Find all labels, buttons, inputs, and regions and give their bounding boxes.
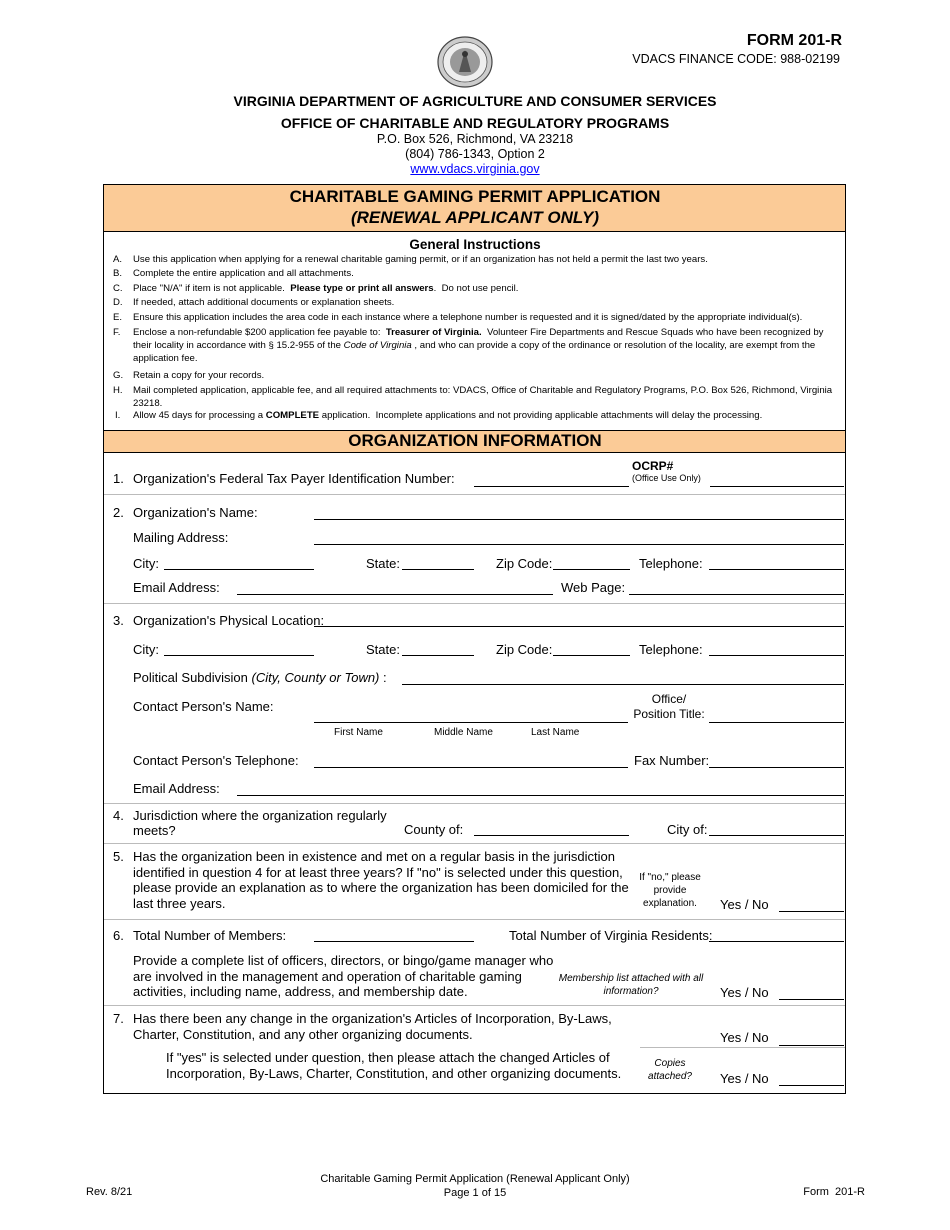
- political-subdivision-label: [133, 670, 387, 685]
- instruction-letter-h: H.: [113, 385, 123, 396]
- contact-phone-input[interactable]: [314, 767, 628, 768]
- q7-question: [133, 1011, 612, 1042]
- telephone-label: Telephone:: [639, 642, 703, 657]
- city-label: City:: [133, 556, 159, 571]
- q4-line-1: Jurisdiction where the organization regularly: [133, 808, 387, 823]
- zip-input[interactable]: [553, 569, 630, 570]
- q6-line-3: activities, including name, address, and membership date.: [133, 984, 468, 999]
- q7-note: [630, 1057, 710, 1083]
- q7-line-2: Charter, Constitution, and any other organizing documents.: [133, 1026, 473, 1042]
- web-page-input[interactable]: [629, 594, 844, 595]
- form-number: FORM 201-R: [746, 32, 842, 49]
- instruction-i-bold: COMPLETE: [265, 410, 320, 421]
- city-input[interactable]: [164, 655, 314, 656]
- first-name-caption: First Name: [334, 727, 383, 738]
- virginia-state-seal-icon: [437, 36, 493, 88]
- instruction-c-post: . Do not use pencil.: [433, 283, 519, 294]
- agency-address: P.O. Box 526, Richmond, VA 23218: [376, 132, 574, 146]
- instruction-h: Mail completed application, applicable fee, and all required attachments to: VDACS, Office of Charitable and Regulatory Programs, P.O. Box 526, Richmond, Virginia 23218.: [133, 385, 833, 409]
- agency-phone: (804) 786-1343, Option 2: [405, 147, 545, 161]
- q7-number: 7.: [113, 1011, 124, 1026]
- mailing-address-input[interactable]: [314, 544, 844, 545]
- q7-sub-line-2: Incorporation, By-Laws, Charter, Constitution, and other organizing documents.: [166, 1065, 622, 1081]
- ocrp-note: (Office Use Only): [632, 473, 701, 483]
- state-label: State:: [366, 556, 400, 571]
- instruction-a: Use this application when applying for a renewal charitable gaming permit, or if an organization has not held a permit the last two years.: [133, 254, 708, 265]
- q5-line-4: last three years.: [133, 895, 226, 911]
- instruction-f-text: Enclose a non-refundable $200 application fee payable to:: [133, 327, 386, 338]
- q2-number: 2.: [113, 505, 124, 520]
- q7-yes-no-input[interactable]: [779, 1045, 844, 1046]
- last-name-caption: Last Name: [531, 727, 580, 738]
- zip-input[interactable]: [553, 655, 630, 656]
- total-members-label: Total Number of Members:: [133, 928, 287, 943]
- office-label: Office/: [651, 692, 687, 706]
- instruction-i-post: application. Incomplete applications and not providing applicable attachments will delay the processing.: [319, 410, 763, 421]
- q7-sub-line-1: If "yes" is selected under question, then please attach the changed Articles of: [166, 1050, 610, 1065]
- county-label: County of:: [404, 822, 464, 837]
- instruction-b: Complete the entire application and all attachments.: [133, 268, 354, 279]
- footer-page-number: Page 1 of 15: [443, 1187, 507, 1199]
- finance-code: VDACS FINANCE CODE: 988-02199: [632, 52, 840, 66]
- organization-heading: ORGANIZATION INFORMATION: [348, 431, 602, 450]
- zip-label: Zip Code:: [496, 556, 553, 571]
- instruction-f-post: , and who can provide a copy of the ordinance or resolution of the locality, are exempt from the application fee.: [133, 340, 818, 364]
- political-subdivision-text: Political Subdivision: [133, 670, 252, 685]
- instruction-f-italic: Code of Virginia: [343, 340, 412, 351]
- footer-revision: Rev. 8/21: [86, 1186, 133, 1198]
- position-title-label: Position Title:: [633, 707, 705, 721]
- q3-number: 3.: [113, 613, 124, 628]
- telephone-input[interactable]: [709, 655, 844, 656]
- q6-note-2: information?: [603, 986, 659, 997]
- instruction-letter-c: C.: [113, 283, 123, 294]
- state-input[interactable]: [402, 569, 474, 570]
- q7-yes-no-label: Yes / No: [720, 1030, 769, 1045]
- fax-input[interactable]: [709, 767, 844, 768]
- q6-line-2: are involved in the management and operation of charitable gaming: [133, 968, 522, 984]
- instruction-f-bold: Treasurer of Virginia.: [385, 327, 482, 338]
- city-of-input[interactable]: [709, 835, 844, 836]
- q5-yes-no-label: Yes / No: [720, 897, 769, 912]
- q7-copies-yes-no-label: Yes / No: [720, 1071, 769, 1086]
- agency-website-link[interactable]: www.vdacs.virginia.gov: [410, 162, 540, 176]
- divider: [104, 803, 845, 804]
- instructions-heading: General Instructions: [409, 237, 541, 252]
- instruction-c-bold: Please type or print all answers: [290, 283, 434, 294]
- q7-line-1: Has there been any change in the organization's Articles of Incorporation, By-Laws,: [133, 1011, 612, 1026]
- q6-note: [552, 972, 710, 998]
- office-name: OFFICE OF CHARITABLE AND REGULATORY PROGRAMS: [280, 115, 670, 131]
- instruction-letter-b: B.: [113, 268, 123, 279]
- office-title-label: [630, 692, 708, 722]
- political-subdivision-input[interactable]: [402, 684, 844, 685]
- q6-line-1: Provide a complete list of officers, directors, or bingo/game manager who: [133, 953, 554, 968]
- instruction-f-mid: Volunteer Fire Departments and Rescue Squads who have been recognized by their locality in accordance with § 15.2-955 of the: [133, 327, 827, 351]
- contact-email-label: Email Address:: [133, 781, 220, 796]
- city-input[interactable]: [164, 569, 314, 570]
- city-label: City:: [133, 642, 159, 657]
- divider: [104, 603, 845, 604]
- physical-location-label: Organization's Physical Location:: [133, 613, 325, 628]
- instruction-d: If needed, attach additional documents or explanation sheets.: [133, 297, 395, 308]
- q5-note-1: If "no," please: [639, 872, 701, 883]
- physical-location-input[interactable]: [314, 626, 844, 627]
- q7-sub-instruction: [166, 1050, 621, 1081]
- email-input[interactable]: [237, 594, 553, 595]
- telephone-input[interactable]: [709, 569, 844, 570]
- q4-label: [133, 808, 387, 838]
- q4-line-2: meets?: [133, 823, 176, 838]
- q6-note-1: Membership list attached with all: [558, 973, 704, 984]
- q7-note-1: Copies: [654, 1058, 686, 1069]
- q5-line-2: identified in question 4 for at least three years? If "no" is selected under this question,: [133, 864, 623, 880]
- position-title-input[interactable]: [709, 722, 844, 723]
- total-members-input[interactable]: [314, 941, 474, 942]
- divider: [104, 1005, 845, 1006]
- divider: [640, 1047, 845, 1048]
- middle-name-caption: Middle Name: [434, 727, 493, 738]
- q6-number: 6.: [113, 928, 124, 943]
- instruction-letter-i: I.: [115, 410, 121, 421]
- q5-yes-no-input[interactable]: [779, 911, 844, 912]
- county-input[interactable]: [474, 835, 629, 836]
- instruction-letter-g: G.: [113, 370, 124, 381]
- q5-number: 5.: [113, 849, 124, 864]
- q6-instruction: [133, 953, 553, 1000]
- instruction-c-text: Place "N/A" if item is not applicable.: [133, 283, 291, 294]
- city-of-label: City of:: [667, 822, 708, 837]
- footer-form-number: Form 201-R: [803, 1186, 865, 1198]
- instruction-letter-a: A.: [113, 254, 123, 265]
- divider: [104, 494, 845, 495]
- q1-number: 1.: [113, 471, 124, 486]
- instruction-letter-f: F.: [113, 327, 121, 338]
- instruction-i: [133, 409, 843, 422]
- email-label: Email Address:: [133, 580, 220, 595]
- q6-yes-no-label: Yes / No: [720, 985, 769, 1000]
- contact-phone-label: Contact Person's Telephone:: [133, 753, 299, 768]
- virginia-residents-input[interactable]: [709, 941, 844, 942]
- contact-name-input[interactable]: [314, 722, 628, 723]
- q7-copies-yes-no-input[interactable]: [779, 1085, 844, 1086]
- web-page-label: Web Page:: [561, 580, 626, 595]
- instruction-letter-e: E.: [113, 312, 123, 323]
- q5-note: [630, 871, 710, 910]
- form-title: CHARITABLE GAMING PERMIT APPLICATION: [289, 187, 661, 206]
- contact-name-label: Contact Person's Name:: [133, 699, 274, 714]
- q5-question: [133, 849, 629, 911]
- org-name-input[interactable]: [314, 519, 844, 520]
- agency-name: VIRGINIA DEPARTMENT OF AGRICULTURE AND CONSUMER SERVICES: [233, 93, 717, 109]
- instruction-c: [133, 282, 843, 295]
- political-subdivision-colon: :: [379, 670, 387, 685]
- ocrp-input[interactable]: [710, 486, 844, 487]
- divider: [104, 919, 845, 920]
- footer-title: Charitable Gaming Permit Application (Renewal Applicant Only): [320, 1173, 630, 1185]
- tax-id-input[interactable]: [474, 486, 629, 487]
- fax-label: Fax Number:: [634, 753, 710, 768]
- telephone-label: Telephone:: [639, 556, 703, 571]
- virginia-residents-label: Total Number of Virginia Residents:: [509, 928, 713, 943]
- form-subtitle: (RENEWAL APPLICANT ONLY): [350, 208, 600, 227]
- instruction-i-text: Allow 45 days for processing a: [133, 410, 266, 421]
- q7-note-2: attached?: [648, 1071, 692, 1082]
- divider: [104, 843, 845, 844]
- q6-yes-no-input[interactable]: [779, 999, 844, 1000]
- q5-line-1: Has the organization been in existence and met on a regular basis in the jurisdiction: [133, 849, 616, 864]
- political-subdivision-italic: (City, County or Town): [251, 670, 380, 685]
- mailing-address-label: Mailing Address:: [133, 530, 229, 545]
- q5-note-3: explanation.: [643, 898, 697, 909]
- ocrp-label: OCRP#: [632, 459, 674, 473]
- q5-note-2: provide: [653, 885, 687, 896]
- state-label: State:: [366, 642, 400, 657]
- contact-email-input[interactable]: [237, 795, 844, 796]
- instruction-f: [133, 326, 839, 365]
- state-input[interactable]: [402, 655, 474, 656]
- zip-label: Zip Code:: [496, 642, 553, 657]
- q4-number: 4.: [113, 808, 124, 823]
- q1-label: Organization's Federal Tax Payer Identification Number:: [133, 471, 455, 486]
- instruction-letter-d: D.: [113, 297, 123, 308]
- instruction-e: Ensure this application includes the area code in each instance where a telephone number is requested and it is signed/dated by the appropriate individual(s).: [133, 312, 803, 323]
- q5-line-3: please provide an explanation as to where the organization has been domiciled for the: [133, 880, 629, 895]
- instruction-g: Retain a copy for your records.: [133, 370, 265, 381]
- org-name-label: Organization's Name:: [133, 505, 258, 520]
